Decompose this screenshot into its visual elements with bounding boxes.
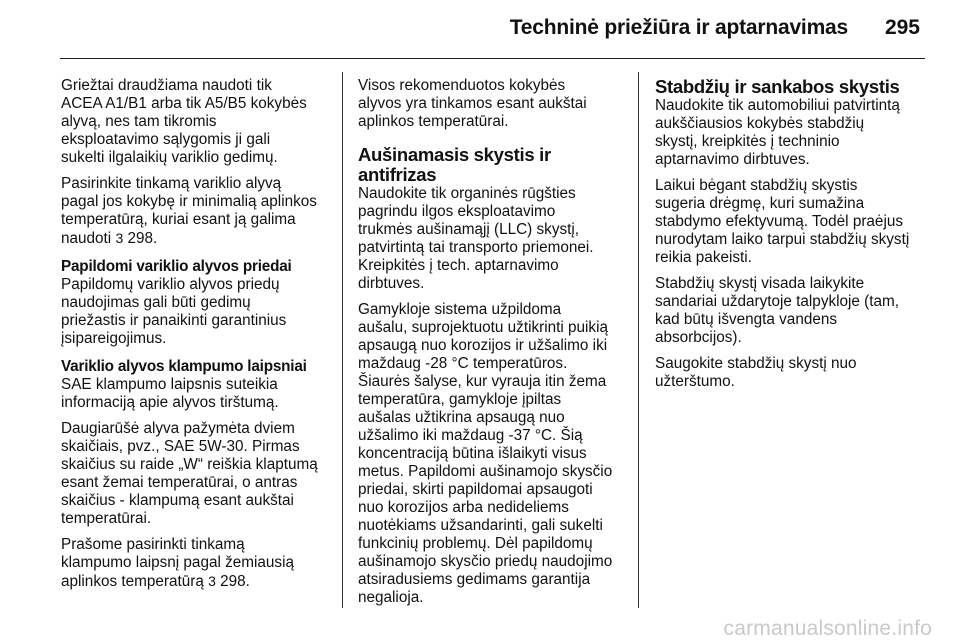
column-divider-left: [342, 72, 343, 608]
column-divider-right: [638, 72, 639, 608]
paragraph-sae-viscosity: SAE klampumo laipsnis suteikia informaciją apie alyvos tirštumą.: [61, 376, 279, 411]
header-divider: [60, 58, 925, 59]
paragraph-brake-fluid-contamination: Saugokite stabdžių skystį nuo užterštumo.: [655, 355, 857, 390]
heading-viscosity-grades: Variklio alyvos klampumo laipsniai: [61, 358, 307, 375]
paragraph-select-viscosity: [61, 536, 331, 591]
column-left: [61, 77, 331, 599]
paragraph-recommended-oils: Visos rekomenduotos kokybės alyvos yra tinkamos esant aukštai aplinkos temperatūrai.: [358, 77, 587, 130]
heading-brake-clutch-fluid: Stabdžių ir sankabos skystis: [655, 76, 900, 97]
paragraph-select-viscosity-text: Prašome pasirinkti tinkamą klampumo laipsnį pagal žemiausią aplinkos temperatūrą: [61, 536, 294, 590]
paragraph-brake-fluid-storage: Stabdžių skystį visada laikykite sandariai uždarytoje talpykloje (tam, kad būtų išvengta vandens absorbcijos).: [655, 275, 900, 346]
page-ref-link[interactable]: 298.: [220, 573, 250, 590]
column-middle: [358, 77, 628, 615]
paragraph-multigrade-oil: Daugiarūšė alyva pažymėta dviem skaičiais, pvz., SAE 5W-30. Pirmas skaičius su raide „W“ reiškia klaptumą esant žemai temperatūrai, o antras skaičius - klampumą esant aukštai temperatūrai.: [61, 420, 318, 527]
paragraph-choose-oil: [61, 175, 331, 248]
paragraph-oil-additives: Papildomų variklio alyvos priedų naudojimas gali būti gedimų priežastis ir panaikinti garantinius įsipareigojimus.: [61, 276, 287, 347]
page-ref-link[interactable]: 298.: [127, 230, 158, 247]
paragraph-coolant-protection: Gamykloje sistema užpildoma aušalu, suprojektuotu užtikrinti puikią apsaugą nuo korozijos ir užšalimo iki maždaug -28 °C temperatūros. Šiaurės šalyse, kur vyrauja itin žema temperatūra, gamykloje įpiltas aušalas užtikrina apsaugą nuo užšalimo iki maždaug -37 °C. Šią koncentraciją būtina išlaikyti visus metus. Papildomi aušinamojo skysčio priedai, skirti papildomai apsaugoti nuo korozijos arba nedideliems nuotėkiams užsandarinti, gali sukelti funkcinių problemų. Dėl papildomų aušinamojo skysčio priedų naudojimo atsiradusiems gedimams garantija negalioja.: [358, 301, 613, 606]
paragraph-brake-fluid-approved: Naudokite tik automobiliui patvirtintą aukščiausios kokybės stabdžių skystį, kreipkitės į techninio aptarnavimo dirbtuves.: [655, 97, 900, 168]
page-number: 295: [884, 16, 920, 39]
paragraph-coolant-type: Naudokite tik organinės rūgšties pagrindu ilgos eksploatavimo trukmės aušinamąjį (LLC) skystį, patvirtintą tai transporto priemonei. Kreipkitės į tech. aptarnavimo dirbtuves.: [358, 185, 594, 292]
page-ref-arrow-icon: 3: [208, 573, 216, 589]
paragraph-oil-quality-warning: Griežtai draudžiama naudoti tik ACEA A1/B1 arba tik A5/B5 kokybės alyvą, nes tam tikromis eksploatavimo sąlygomis ji gali sukelti ilgalaikių variklio gedimų.: [61, 77, 307, 166]
watermark: carmanualsonline.info: [723, 617, 932, 640]
column-right: [655, 77, 930, 399]
paragraph-choose-oil-text: Pasirinkite tinkamą variklio alyvą pagal jos kokybę ir minimalią aplinkos temperatūrą, kuriai esant ją galima naudoti: [61, 175, 317, 247]
page-title: Techninė priežiūra ir aptarnavimas: [509, 16, 848, 39]
paragraph-brake-fluid-moisture: Laikui bėgant stabdžių skystis sugeria drėgmę, kuri sumažina stabdymo efektyvumą. Todėl praėjus nurodytam laiko tarpui stabdžių skystį reikia pakeisti.: [655, 177, 910, 266]
page-ref-arrow-icon: 3: [115, 230, 124, 246]
heading-coolant-antifreeze: Aušinamasis skystis ir antifrizas: [358, 144, 551, 185]
heading-oil-additives: Papildomi variklio alyvos priedai: [61, 258, 292, 275]
